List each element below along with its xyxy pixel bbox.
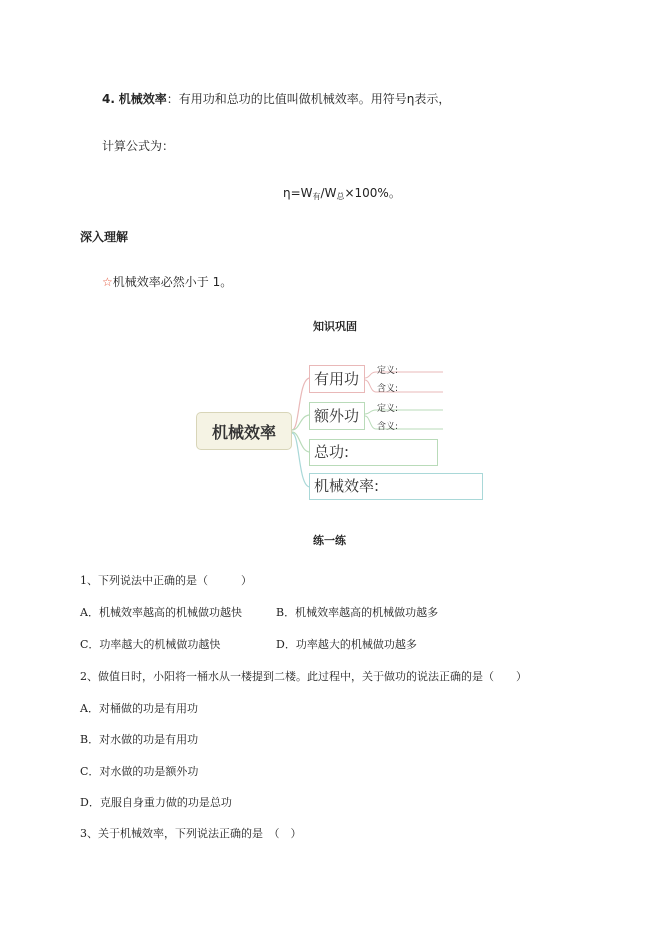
formula-rhs: ×100%。 — [344, 186, 401, 200]
mind-map-node-extra-work: 额外功 — [309, 402, 365, 430]
question-1-option-a: A．机械效率越高的机械做功越快 — [80, 606, 242, 619]
useful-work-definition-label: 定义: — [377, 366, 399, 376]
question-3-stem: 3、关于机械效率，下列说法正确的是 （ ） — [80, 827, 302, 840]
mind-map-node-efficiency: 机械效率: — [309, 473, 483, 500]
question-2-option-b: B．对水做的功是有用功 — [80, 733, 199, 746]
formula-sub-useful: 有 — [312, 192, 321, 201]
formula-mid: /W — [320, 186, 337, 200]
question-1-option-d: D．功率越大的机械做功越多 — [276, 638, 417, 651]
eta-symbol: η — [406, 92, 415, 106]
knowledge-title: 知识巩固 — [313, 320, 357, 333]
term-mechanical-efficiency: 机械效率 — [118, 92, 167, 106]
term-colon: ： — [166, 92, 179, 106]
formula-sub-total: 总 — [336, 192, 345, 201]
question-2-option-a: A．对桶做的功是有用功 — [80, 702, 198, 715]
extra-work-meaning-label: 含义: — [377, 422, 399, 432]
section-heading-deep-understanding: 深入理解 — [80, 230, 129, 244]
mind-map-center-node: 机械效率 — [196, 412, 292, 450]
deep-point-text: 机械效率必然小于 1。 — [112, 275, 233, 289]
question-1-option-b: B．机械效率越高的机械做功越多 — [276, 606, 439, 619]
question-2-option-d: D．克服自身重力做的功是总功 — [80, 796, 232, 809]
formula-intro: 计算公式为： — [102, 139, 175, 153]
question-2-option-c: C．对水做的功是额外功 — [80, 765, 199, 778]
practice-title: 练一练 — [313, 534, 346, 547]
question-1-option-c: C．功率越大的机械做功越快 — [80, 638, 221, 651]
mind-map-node-useful-work: 有用功 — [309, 365, 365, 393]
question-2-stem: 2、做值日时，小阳将一桶水从一楼提到二楼。此过程中，关于做功的说法正确的是（ ） — [80, 670, 527, 683]
question-1-stem: 1、下列说法中正确的是（ ） — [80, 574, 252, 587]
mind-map-node-total-work: 总功: — [309, 439, 438, 466]
extra-work-definition-label: 定义: — [377, 404, 399, 414]
definition-tail: 表示， — [414, 92, 451, 106]
star-icon: ☆ — [102, 275, 113, 289]
section-number: 4. — [102, 92, 115, 106]
formula-lhs: η=W — [283, 186, 313, 200]
useful-work-meaning-label: 含义: — [377, 384, 399, 394]
definition-text: 有用功和总功的比值叫做机械效率。用符号 — [178, 92, 407, 106]
